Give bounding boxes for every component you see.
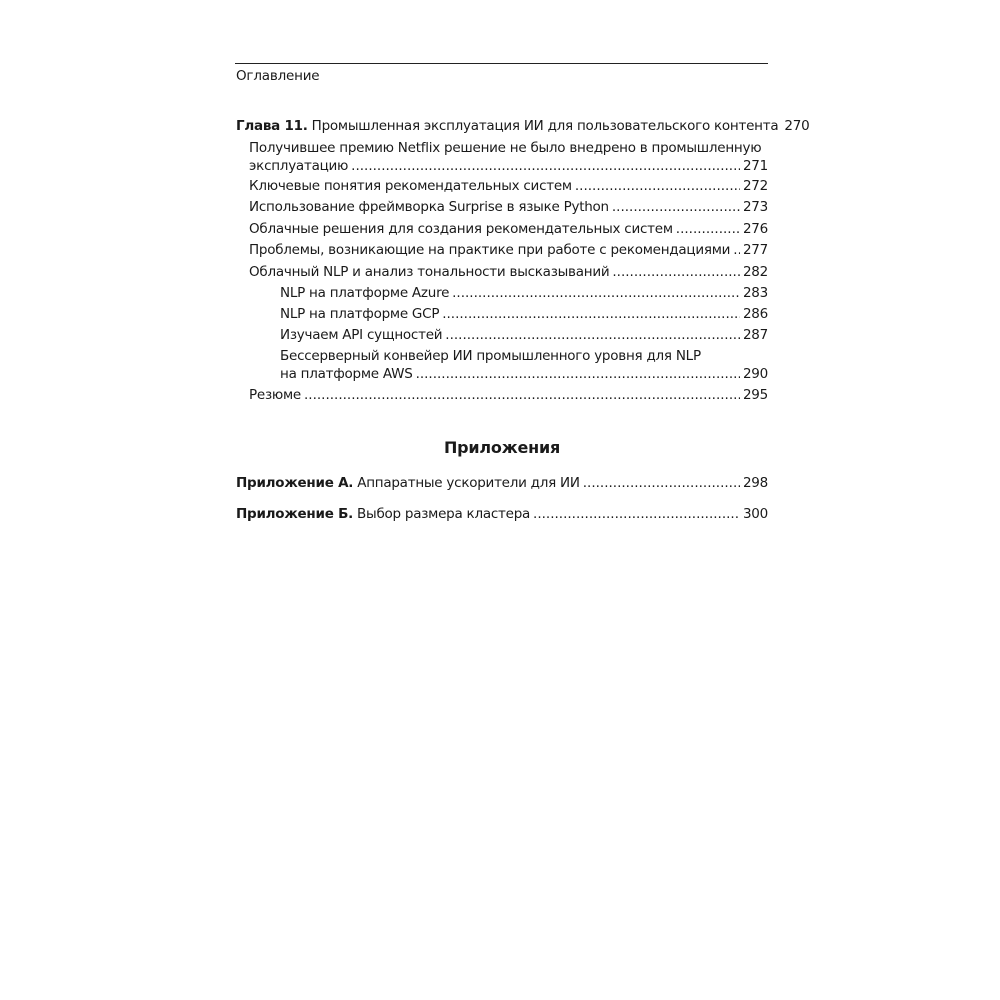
toc-entry[interactable] <box>249 139 768 175</box>
page-number: 272 <box>742 178 768 194</box>
toc-entry-title: на платформе AWS <box>280 366 413 382</box>
toc-entry-title: Резюме <box>249 387 301 403</box>
toc-entry-title: Ключевые понятия рекомендательных систем <box>249 178 572 194</box>
leader-dots <box>533 505 740 523</box>
section-title: Приложения <box>443 438 561 457</box>
toc-entry-title: NLP на платформе Azure <box>280 285 450 301</box>
page-number: 273 <box>742 199 768 215</box>
header-rule <box>235 63 768 64</box>
toc-entry[interactable] <box>249 263 768 281</box>
toc-entry[interactable] <box>249 386 768 404</box>
leader-dots <box>304 386 740 404</box>
toc-entry-title: NLP на платформе GCP <box>280 306 440 322</box>
leader-dots <box>575 177 740 195</box>
appendix-title: Выбор размера кластера <box>357 506 531 522</box>
page-number: 286 <box>742 306 768 322</box>
toc-entry-title: эксплуатацию <box>249 158 349 174</box>
toc-appendix[interactable] <box>236 474 768 492</box>
leader-dots <box>612 198 740 216</box>
page-number: 295 <box>742 387 768 403</box>
page-number: 277 <box>742 242 768 258</box>
page-number: 298 <box>742 475 768 491</box>
leader-dots <box>416 365 740 383</box>
toc-entry-title: Облачные решения для создания рекомендательных систем <box>249 221 673 237</box>
leader-dots <box>442 305 740 323</box>
leader-dots <box>612 263 740 281</box>
toc-entry[interactable] <box>249 220 768 238</box>
leader-dots <box>583 474 740 492</box>
page-number: 271 <box>742 158 768 174</box>
toc-entry-title: Изучаем API сущностей <box>280 327 443 343</box>
running-head: Оглавление <box>236 68 320 84</box>
appendix-label: Приложение А. <box>236 475 354 491</box>
page-number: 282 <box>742 264 768 280</box>
toc-subentry[interactable] <box>280 347 768 383</box>
toc-entry[interactable] <box>249 241 768 259</box>
chapter-title: Промышленная эксплуатация ИИ для пользовательского контента <box>311 118 779 134</box>
toc-entry-title: Проблемы, возникающие на практике при работе с рекомендациями <box>249 242 731 258</box>
toc-entry-title-line1: Бессерверный конвейер ИИ промышленного уровня для NLP <box>280 348 701 364</box>
appendix-title: Аппаратные ускорители для ИИ <box>357 475 580 491</box>
toc-appendix[interactable] <box>236 505 768 523</box>
leader-dots <box>351 157 740 175</box>
leader-dots <box>676 220 740 238</box>
chapter-label: Глава 11. <box>236 118 308 134</box>
page-number: 283 <box>742 285 768 301</box>
page-number: 300 <box>742 506 768 522</box>
leader-dots <box>733 241 740 259</box>
toc-subentry[interactable] <box>280 305 768 323</box>
leader-dots <box>452 284 740 302</box>
toc-entry[interactable] <box>249 198 768 216</box>
toc-entry-title: Использование фреймворка Surprise в языке Python <box>249 199 609 215</box>
toc-subentry[interactable] <box>280 284 768 302</box>
toc-chapter-11[interactable] <box>236 117 810 135</box>
page-number: 270 <box>784 118 810 134</box>
toc-entry[interactable] <box>249 177 768 195</box>
page-number: 287 <box>742 327 768 343</box>
toc-entry-title: Облачный NLP и анализ тональности высказываний <box>249 264 610 280</box>
leader-dots <box>445 326 740 344</box>
appendix-label: Приложение Б. <box>236 506 353 522</box>
page-number: 290 <box>742 366 768 382</box>
page-number: 276 <box>742 221 768 237</box>
toc-subentry[interactable] <box>280 326 768 344</box>
toc-entry-title-line1: Получившее премию Netflix решение не было внедрено в промышленную <box>249 140 762 156</box>
